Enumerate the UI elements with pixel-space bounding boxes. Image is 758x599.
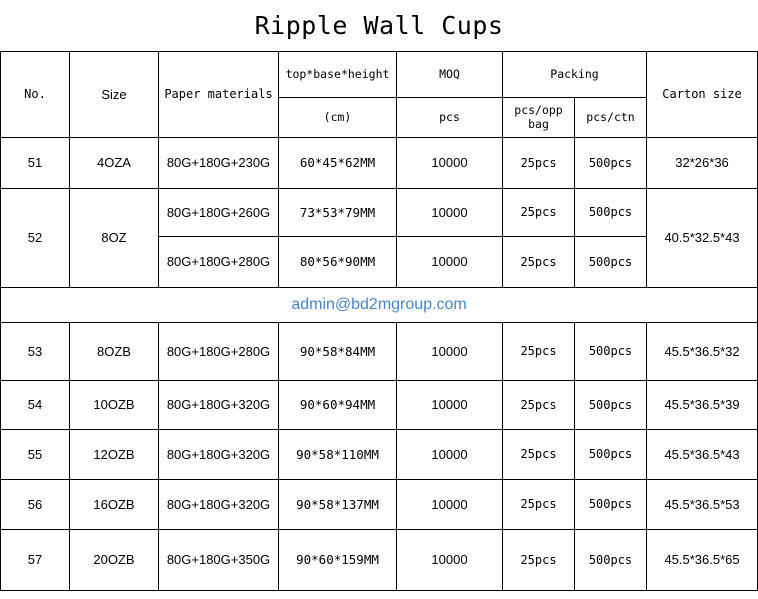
email-cell (1, 287, 758, 322)
header-dims-unit: (cm) (279, 97, 397, 137)
cell-moq: 10000 (397, 529, 503, 590)
cell-size: 12OZB (70, 429, 159, 479)
table-row (1, 479, 758, 529)
cell-dims: 90*58*84MM (279, 322, 397, 380)
cell-no: 56 (1, 479, 70, 529)
cell-pcs-ctn: 500pcs (575, 322, 647, 380)
cell-pcs-ctn: 500pcs (575, 236, 647, 287)
table-row (1, 380, 758, 429)
cell-moq: 10000 (397, 380, 503, 429)
table-title: Ripple Wall Cups (1, 0, 758, 51)
cell-pcs-opp: 25pcs (503, 137, 575, 188)
header-carton: Carton size (647, 51, 758, 137)
cell-pcs-opp: 25pcs (503, 322, 575, 380)
header-dims: top*base*height (279, 51, 397, 97)
cell-size: 8OZB (70, 322, 159, 380)
cell-pcs-ctn: 500pcs (575, 137, 647, 188)
cell-paper: 80G+180G+320G (159, 479, 279, 529)
cell-dims: 80*56*90MM (279, 236, 397, 287)
email-row (1, 287, 758, 322)
cell-moq: 10000 (397, 137, 503, 188)
cell-pcs-ctn: 500pcs (575, 188, 647, 236)
table-row (1, 429, 758, 479)
cell-paper: 80G+180G+260G (159, 188, 279, 236)
cell-pcs-ctn: 500pcs (575, 429, 647, 479)
table-row (1, 322, 758, 380)
cell-carton: 45.5*36.5*43 (647, 429, 758, 479)
cell-no: 52 (1, 188, 70, 287)
cell-size: 16OZB (70, 479, 159, 529)
cell-carton: 45.5*36.5*39 (647, 380, 758, 429)
cell-paper: 80G+180G+230G (159, 137, 279, 188)
email-link[interactable]: admin@bd2mgroup.com (291, 295, 467, 313)
cell-dims: 90*60*94MM (279, 380, 397, 429)
cell-no: 53 (1, 322, 70, 380)
cell-carton: 45.5*36.5*65 (647, 529, 758, 590)
cell-paper: 80G+180G+320G (159, 380, 279, 429)
cell-pcs-ctn: 500pcs (575, 479, 647, 529)
cell-moq: 10000 (397, 479, 503, 529)
cell-pcs-ctn: 500pcs (575, 380, 647, 429)
cell-pcs-opp: 25pcs (503, 236, 575, 287)
cell-moq: 10000 (397, 236, 503, 287)
cell-paper: 80G+180G+280G (159, 322, 279, 380)
table-row (1, 188, 758, 236)
header-pcs-opp: pcs/opp bag (503, 97, 575, 137)
table-row (1, 529, 758, 590)
cell-carton: 32*26*36 (647, 137, 758, 188)
cell-no: 51 (1, 137, 70, 188)
cell-dims: 90*58*110MM (279, 429, 397, 479)
title-row (1, 0, 758, 51)
header-moq: MOQ (397, 51, 503, 97)
cell-no: 55 (1, 429, 70, 479)
header-no: No. (1, 51, 70, 137)
header-paper: Paper materials (159, 51, 279, 137)
cell-pcs-opp: 25pcs (503, 188, 575, 236)
cell-moq: 10000 (397, 429, 503, 479)
cell-size: 8OZ (70, 188, 159, 287)
cell-pcs-ctn: 500pcs (575, 529, 647, 590)
cell-carton: 45.5*36.5*32 (647, 322, 758, 380)
header-moq-unit: pcs (397, 97, 503, 137)
cell-size: 4OZA (70, 137, 159, 188)
table-row (1, 137, 758, 188)
header-packing: Packing (503, 51, 647, 97)
cell-dims: 60*45*62MM (279, 137, 397, 188)
cell-pcs-opp: 25pcs (503, 380, 575, 429)
cell-dims: 90*60*159MM (279, 529, 397, 590)
cell-pcs-opp: 25pcs (503, 479, 575, 529)
cell-paper: 80G+180G+350G (159, 529, 279, 590)
cell-no: 54 (1, 380, 70, 429)
cell-paper: 80G+180G+280G (159, 236, 279, 287)
cell-paper: 80G+180G+320G (159, 429, 279, 479)
cell-no: 57 (1, 529, 70, 590)
cell-dims: 73*53*79MM (279, 188, 397, 236)
cell-moq: 10000 (397, 322, 503, 380)
cell-dims: 90*58*137MM (279, 479, 397, 529)
cell-pcs-opp: 25pcs (503, 529, 575, 590)
header-row-1 (1, 51, 758, 97)
cell-carton: 45.5*36.5*53 (647, 479, 758, 529)
cell-pcs-opp: 25pcs (503, 429, 575, 479)
cell-moq: 10000 (397, 188, 503, 236)
cell-size: 20OZB (70, 529, 159, 590)
header-pcs-ctn: pcs/ctn (575, 97, 647, 137)
cell-carton: 40.5*32.5*43 (647, 188, 758, 287)
header-size: Size (70, 51, 159, 137)
cell-size: 10OZB (70, 380, 159, 429)
